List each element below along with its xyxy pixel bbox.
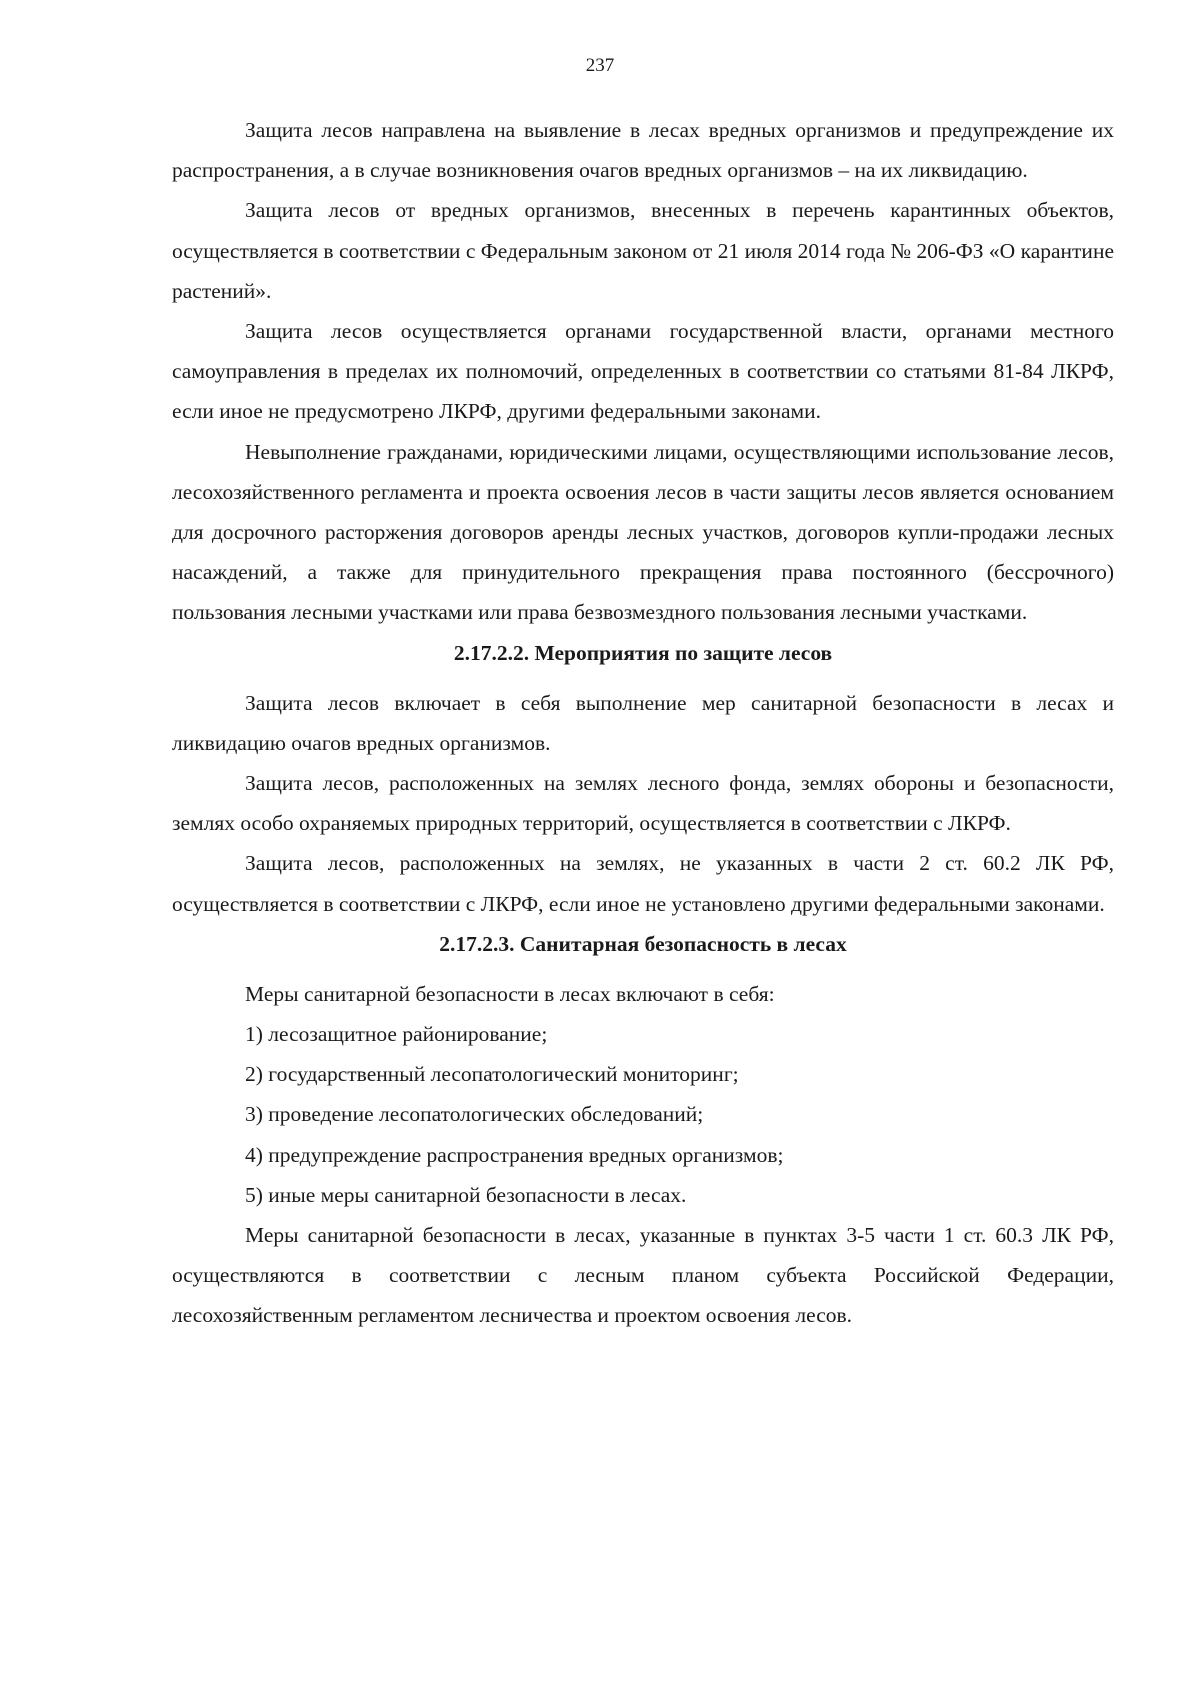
paragraph: Невыполнение гражданами, юридическими лицами, осуществляющими использование лесов, лесохозяйственного регламента и проекта освоения лесов в части защиты лесов является основанием для досрочного расторжения договоров аренды лесных участков, договоров купли-продажи лесных насаждений, а также для принудительного прекращения права постоянного (бессрочного) пользования лесными участками или права безвозмездного пользования лесными участками. — [172, 439, 1114, 625]
list-item: 1) лесозащитное районирование; — [245, 1022, 548, 1047]
list-intro: Меры санитарной безопасности в лесах включают в себя: — [245, 981, 775, 1006]
list-item: 4) предупреждение распространения вредных организмов; — [245, 1142, 784, 1167]
paragraph: Защита лесов, расположенных на землях, не указанных в части 2 ст. 60.2 ЛК РФ, осуществляется в соответствии с ЛКРФ, если иное не установлено другими федеральными законами. — [172, 851, 1114, 916]
paragraph: Защита лесов от вредных организмов, внесенных в перечень карантинных объектов, осуществляется в соответствии с Федеральным законом от 21 июля 2014 года № 206-ФЗ «О карантине растений». — [172, 198, 1114, 303]
list-item: 3) проведение лесопатологических обследований; — [245, 1102, 704, 1127]
paragraph: Защита лесов осуществляется органами государственной власти, органами местного самоуправления в пределах их полномочий, определенных в соответствии со статьями 81-84 ЛКРФ, если иное не предусмотрено ЛКРФ, другими федеральными законами. — [172, 319, 1114, 424]
paragraph: Защита лесов направлена на выявление в лесах вредных организмов и предупреждение их распространения, а в случае возникновения очагов вредных организмов – на их ликвидацию. — [172, 118, 1114, 183]
list-item: 2) государственный лесопатологический мониторинг; — [245, 1062, 739, 1087]
section-heading: 2.17.2.2. Мероприятия по защите лесов — [453, 640, 833, 665]
document-body — [172, 110, 1114, 1336]
list-item: 5) иные меры санитарной безопасности в лесах. — [245, 1182, 687, 1207]
page-number: 237 — [585, 55, 615, 76]
paragraph: Меры санитарной безопасности в лесах, указанные в пунктах 3-5 части 1 ст. 60.3 ЛК РФ, осуществляются в соответствии с лесным планом субъекта Российской Федерации, лесохозяйственным регламентом лесничества и проектом освоения лесов. — [172, 1223, 1114, 1328]
paragraph: Защита лесов включает в себя выполнение мер санитарной безопасности в лесах и ликвидацию очагов вредных организмов. — [172, 690, 1114, 755]
section-heading: 2.17.2.3. Санитарная безопасность в лесах — [439, 931, 847, 956]
paragraph: Защита лесов, расположенных на землях лесного фонда, землях обороны и безопасности, землях особо охраняемых природных территорий, осуществляется в соответствии с ЛКРФ. — [172, 771, 1114, 836]
